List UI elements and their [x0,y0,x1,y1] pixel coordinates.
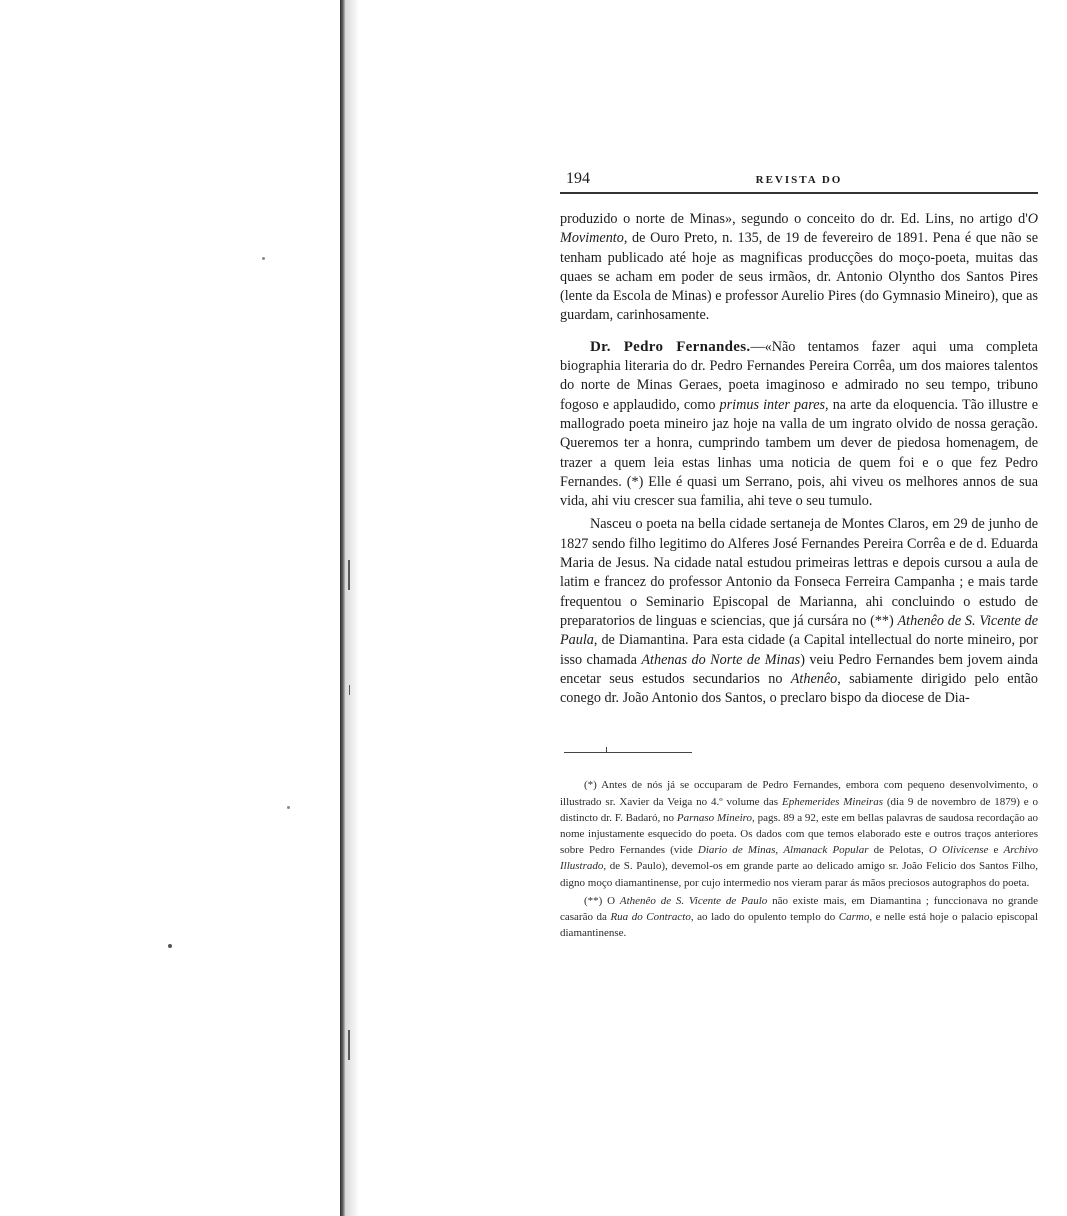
page-number: 194 [566,170,590,187]
speck [262,257,265,260]
footnote-2: (**) O Athenêo de S. Vicente de Paulo não existe mais, em Diamantina ; funccionava no grande casarão da Rua do Contracto, ao lado do opulento templo do Carmo, e nelle está hoje o palacio episcopal diamantinense. [560,894,1038,940]
margin-mark [349,685,350,695]
footnote-rule [564,752,692,753]
speck [168,944,172,948]
footnote-1: (*) Antes de nós já se occuparam de Pedro Fernandes, embora com pequeno desenvolvimento, o illustrado sr. Xavier da Veiga no 4.º volume das Ephemerides Mineiras (dia 9 de novembro de 1879) e o distincto dr. F. Badaró, no Parnaso Mineiro, pags. 89 a 92, este em bellas palavras de saudosa recordação ao nome injustamente esquecido do poeta. Os dados com que temos elaborado este e outros traços anteriores sobre Pedro Fernandes (vide Diario de Minas, Almanack Popular de Pelotas, O Olivicense e Archivo Illustrado, de S. Paulo), devemol-os em grande parte ao delicado amigo sr. João Felicio dos Santos Filho, digno moço diamantinense, por cujo intermedio nos vieram parar ás mãos preciosos autographos do poeta. [560,779,1039,889]
book-page [560,168,1038,941]
section-heading: Dr. Pedro Fernandes. [590,338,751,355]
paragraph-1: produzido o norte de Minas», segundo o conceito do dr. Ed. Lins, no artigo d'O Movimento, de Ouro Preto, n. 135, de 19 de fevereiro de 1891. Pena é que não se tenham publicado até hoje as magnificas producções do moço-poeta, muitas das quaes se acham em poder de seus irmãos, dr. Antonio Olyntho dos Santos Pires (lente da Escola de Minas) e professor Aurelio Pires (do Gymnasio Mineiro), que as guardam, carinhosamente. [560,211,1038,324]
paragraph-3: Nasceu o poeta na bella cidade sertaneja de Montes Claros, em 29 de junho de 1827 sendo filho legitimo do Alferes José Fernandes Pereira Corrêa e de d. Eduarda Maria de Jesus. Na cidade natal estudou primeiras lettras e depois cursou a aula de latim e francez do professor Antonio da Fonseca Ferreira Campanha ; e mais tarde frequentou o Seminario Episcopal de Marianna, ahi concluindo o estudo de preparatorios de linguas e sciencias, que já cursára no (**) Athenêo de S. Vicente de Paula, de Diamantina. Para esta cidade (a Capital intellectual do norte mineiro, por isso chamada Athenas do Norte de Minas) veiu Pedro Fernandes bem jovem ainda encetar seus estudos secundarios no Athenêo, sabiamente dirigido pelo então conego dr. João Antonio dos Santos, o preclaro bispo da diocese de Dia- [560,516,1039,707]
paragraph-gap [560,326,1038,338]
paragraph-2: Dr. Pedro Fernandes.—«Não tentamos fazer aqui uma completa biographia literaria do dr. Pedro Fernandes Pereira Corrêa, um dos maiores talentos do norte de Minas Geraes, poeta imaginoso e admirado no seu tempo, tribuno fogoso e applaudido, como primus inter pares, na arte da eloquencia. Tão illustre e mallogrado poeta mineiro jaz hoje na valla de um ingrato olvido de nossa geração. Queremos ter a honra, cumprindo tambem um dever de piedosa homenagem, de trazer a quem leia estas linhas uma noticia de quem foi e o que fez Pedro Fernandes. (*) Elle é quasi um Serrano, pois, ahi viveu os melhores annos de sua vida, ahi viu crescer sua familia, ahi teve o seu tumulo. [560,338,1038,510]
margin-mark [348,1030,350,1060]
speck [287,806,290,809]
header-rule [560,192,1038,194]
margin-mark [348,560,350,590]
running-title: REVISTA DO [755,174,843,186]
running-head [560,168,1038,190]
